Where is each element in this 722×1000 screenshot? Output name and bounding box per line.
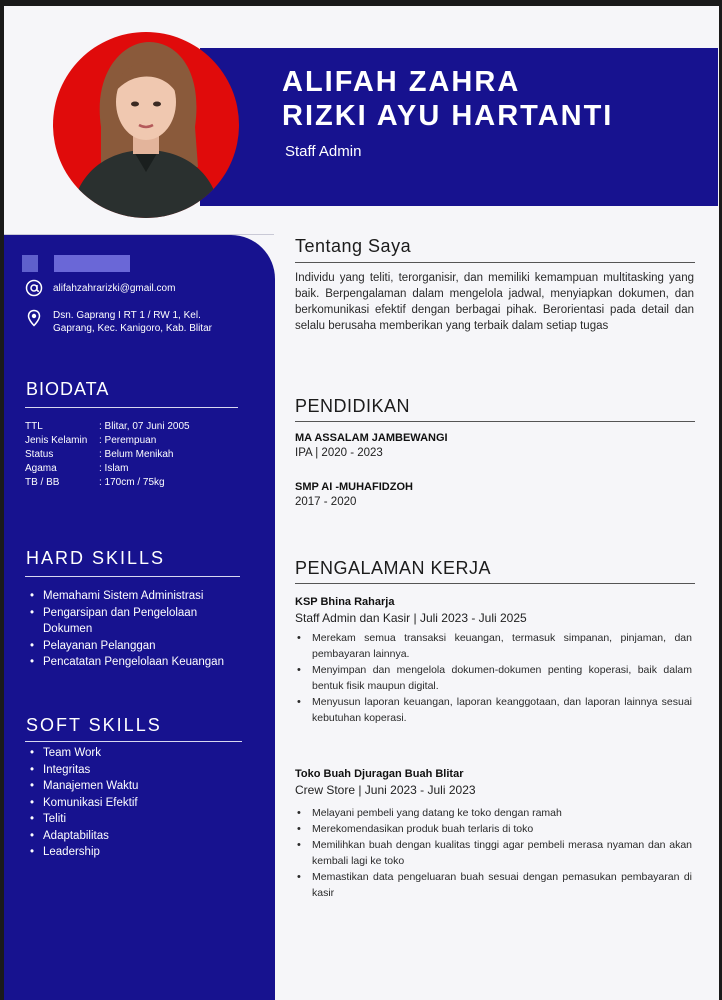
hard-skills-rule (25, 576, 240, 577)
soft-skills-heading: SOFT SKILLS (26, 715, 162, 735)
soft-skills-list (30, 745, 240, 861)
hard-skills-heading: HARD SKILLS (26, 548, 166, 568)
at-icon (25, 279, 43, 297)
contact-address-row (25, 309, 212, 335)
job-duty: • Merekomendasikan produk buah terlaris di toko (297, 821, 692, 837)
bio-key: Jenis Kelamin (25, 435, 88, 446)
bio-row-ttl (25, 421, 190, 432)
education-detail: 2017 - 2020 (295, 496, 357, 508)
education-school: MA ASSALAM JAMBEWANGI (295, 432, 448, 444)
about-text: Individu yang teliti, terorganisir, dan memiliki kemampuan multitasking yang baik. Berpengalaman dalam mengelola jadwal, menyiapkan dokumen, dan berkomunikasi efektif dengan berbagai pihak. Berorientasi pada detail dan selalu berusaha memberikan yang terbaik dalam setiap tugas (295, 272, 694, 332)
hard-skill-item: • Pencatatan Pengelolaan Keuangan (30, 654, 240, 671)
education-rule (295, 421, 695, 422)
soft-skill-item: • Teliti (30, 811, 240, 828)
name-line-1: ALIFAH ZAHRA (282, 66, 521, 98)
bio-row-height-weight (25, 477, 165, 488)
soft-skill-item: • Manajemen Waktu (30, 778, 240, 795)
bio-key: TB / BB (25, 477, 60, 488)
about-heading: Tentang Saya (295, 236, 412, 256)
profile-photo (53, 32, 239, 218)
bio-value: : Islam (99, 463, 129, 474)
job-duties (297, 805, 692, 901)
education-detail: IPA | 2020 - 2023 (295, 447, 383, 459)
job-duties (297, 630, 692, 726)
bio-value: : Belum Menikah (99, 449, 174, 460)
address-line-1: Dsn. Gaprang I RT 1 / RW 1, Kel. (53, 310, 201, 321)
hard-skill-item: • Memahami Sistem Administrasi (30, 588, 240, 605)
education-heading: PENDIDIKAN (295, 396, 411, 416)
job-duty: • Melayani pembeli yang datang ke toko dengan ramah (297, 805, 692, 821)
hard-skill-item: • Pelayanan Pelanggan (30, 638, 240, 655)
portrait-illustration (53, 32, 239, 218)
redacted-phone-icon (22, 255, 38, 272)
experience-heading: PENGALAMAN KERJA (295, 558, 492, 578)
bio-value: : Blitar, 07 Juni 2005 (99, 421, 190, 432)
about-rule (295, 262, 695, 263)
job-duty: • Menyusun laporan keuangan, laporan keanggotaan, dan laporan lainnya sesuai kebutuhan koperasi. (297, 694, 692, 726)
bio-key: TTL (25, 421, 43, 432)
job-duty: • Menyimpan dan mengelola dokumen-dokumen penting koperasi, baik dalam bentuk fisik maupun digital. (297, 662, 692, 694)
job-role: Staff Admin dan Kasir | Juli 2023 - Juli 2025 (295, 611, 527, 625)
job-duty: • Merekam semua transaksi keuangan, termasuk simpanan, pinjaman, dan pembayaran lainnya. (297, 630, 692, 662)
email-text: alifahzahrarizki@gmail.com (53, 283, 176, 294)
job-role: Crew Store | Juni 2023 - Juli 2023 (295, 783, 476, 797)
contact-email-row (25, 279, 175, 297)
location-pin-icon (25, 309, 43, 327)
address-line-2: Gaprang, Kec. Kanigoro, Kab. Blitar (53, 323, 212, 334)
soft-skill-item: • Leadership (30, 844, 240, 861)
experience-rule (295, 583, 695, 584)
bio-row-status (25, 449, 173, 460)
bio-value: : 170cm / 75kg (99, 477, 165, 488)
soft-skill-item: • Integritas (30, 762, 240, 779)
bio-key: Agama (25, 463, 57, 474)
hard-skills-list (30, 588, 240, 671)
bio-row-gender (25, 435, 156, 446)
job-duty: • Memastikan data pengeluaran buah sesuai dengan pemasukan pembayaran di kasir (297, 869, 692, 901)
job-title: Staff Admin (285, 143, 362, 160)
name-line-2: RIZKI AYU HARTANTI (282, 100, 614, 132)
job-company: KSP Bhina Raharja (295, 596, 395, 608)
bio-key: Status (25, 449, 54, 460)
soft-skill-item: • Team Work (30, 745, 240, 762)
biodata-rule (25, 407, 238, 408)
job-company: Toko Buah Djuragan Buah Blitar (295, 768, 464, 780)
soft-skill-item: • Adaptabilitas (30, 828, 240, 845)
bio-value: : Perempuan (99, 435, 157, 446)
page-top-border (0, 0, 722, 6)
soft-skills-rule (25, 741, 242, 742)
bio-row-religion (25, 463, 128, 474)
education-school: SMP AI -MUHAFIDZOH (295, 481, 413, 493)
redacted-phone-number (54, 255, 130, 272)
biodata-heading: BIODATA (26, 379, 110, 399)
job-duty: • Memilihkan buah dengan kualitas tinggi agar pembeli merasa nyaman dan akan kembali lagi ke toko (297, 837, 692, 869)
soft-skill-item: • Komunikasi Efektif (30, 795, 240, 812)
hard-skill-item: • Pengarsipan dan Pengelolaan Dokumen (30, 605, 240, 638)
